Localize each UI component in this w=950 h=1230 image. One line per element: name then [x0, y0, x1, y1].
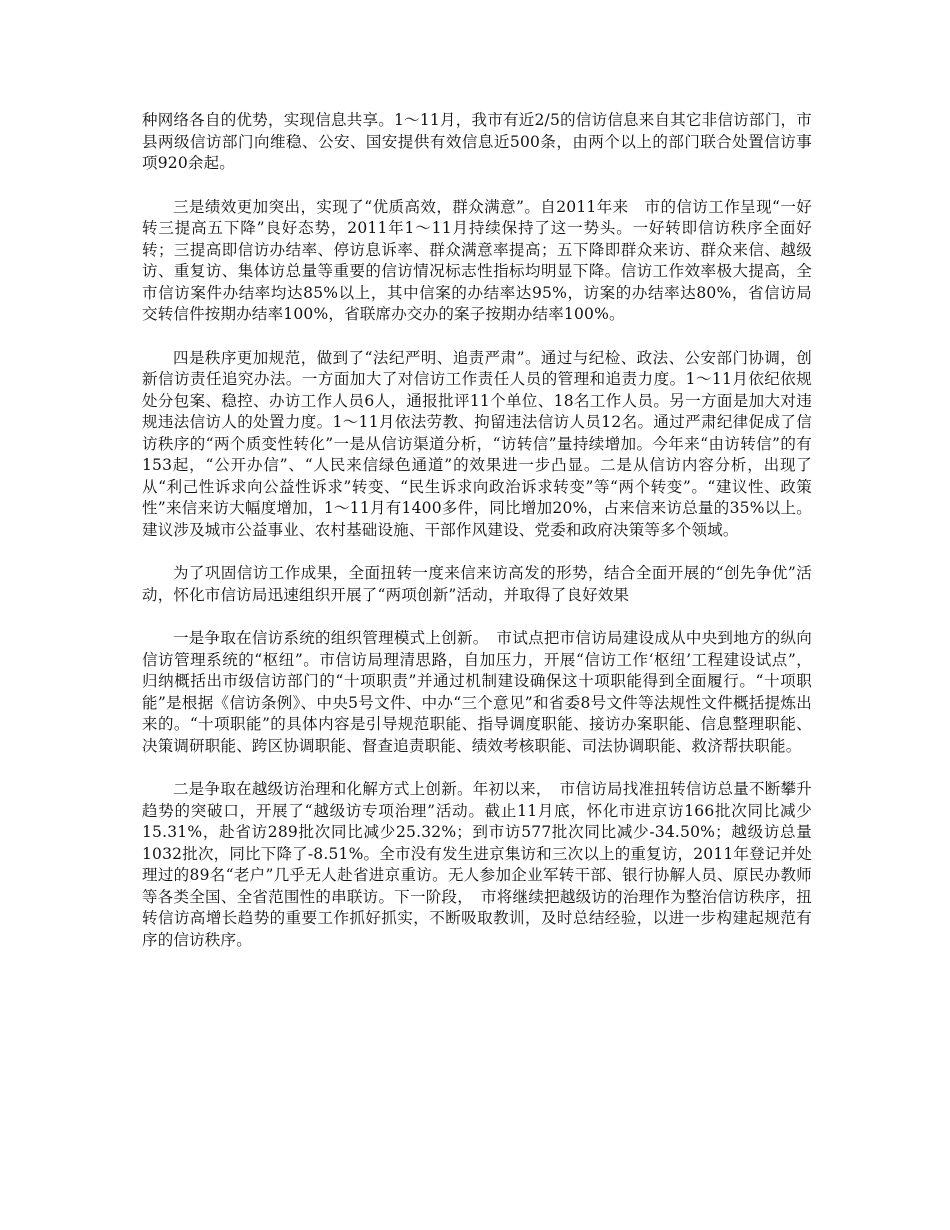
paragraph-continuation: 种网络各自的优势，实现信息共享。1～11月，我市有近2/5的信访信息来自其它非信访部门，市县两级信访部门向维稳、公安、国安提供有效信息近500条，由两个以上的部门联合处置信访事项920余起。 — [142, 111, 812, 172]
paragraph-performance: 三是绩效更加突出，实现了“优质高效，群众满意”。自2011年来 市的信访工作呈现“一好转三提高五下降”良好态势，2011年1～11月持续保持了这一势头。一好转即信访秩序全面好转；三提高即信访办结率、停访息诉率、群众满意率提高；五下降即群众来访、群众来信、越级访、重复访、集体访总量等重要的信访情况标志性指标均明显下降。信访工作效率极大提高，全市信访案件办结率均达85%以上，其中信案的办结率达95%，访案的办结率达80%，省信访局交转信件按期办结率100%，省联席办交办的案子按期办结率100%。 — [142, 197, 812, 323]
paragraph-innovation-two: 二是争取在越级访治理和化解方式上创新。年初以来， 市信访局找准扭转信访总量不断攀升趋势的突破口，开展了“越级访专项治理”活动。截止11月底，怀化市进京访166批次同比减少15.31%，赴省访289批次同比减少25.32%；到市访577批次同比减少-34.50%；越级访总量1032批次，同比下降了-8.51%。全市没有发生进京集访和三次以上的重复访，2011年登记并处理过的89名“老户”几乎无人赴省进京重访。无人参加企业军转干部、银行协解人员、原民办教师等各类全国、全省范围性的串联访。下一阶段， 市将继续把越级访的治理作为整治信访秩序，扭转信访高增长趋势的重要工作抓好抓实，不断吸取教训，及时总结经验，以进一步构建起规范有序的信访秩序。 — [142, 780, 812, 949]
paragraph-order: 四是秩序更加规范，做到了“法纪严明、追责严肃”。通过与纪检、政法、公安部门协调，创新信访责任追究办法。一方面加大了对信访工作责任人员的管理和追责力度。1～11月依纪依规处分包案、稳控、办访工作人员6人，通报批评11个单位、18名工作人员。另一方面是加大对违规违法信访人的处置力度。1～11月依法劳教、拘留违法信访人员12名。通过严肃纪律促成了信访秩序的“两个质变性转化”一是从信访渠道分析，“访转信”量持续增加。今年来“由访转信”的有153起，“公开办信”、“人民来信绿色通道”的效果进一步凸显。二是从信访内容分析，出现了从“利己性诉求向公益性诉求”转变、“民生诉求向政治诉求转变”等“两个转变”。“建议性、政策性”来信来访大幅度增加，1～11月有1400多件，同比增加20%，占来信来访总量的35%以上。建议涉及城市公益事业、农村基础设施、干部作风建设、党委和政府决策等多个领域。 — [142, 348, 812, 539]
paragraph-intro-innovation: 为了巩固信访工作成果，全面扭转一度来信来访高发的形势，结合全面开展的“创先争优”活动，怀化市信访局迅速组织开展了“两项创新”活动，并取得了良好效果 — [142, 564, 812, 604]
document-body — [142, 110, 812, 973]
paragraph-innovation-one: 一是争取在信访系统的组织管理模式上创新。 市试点把市信访局建设成从中央到地方的纵向信访管理系统的“枢纽”。市信访局理清思路，自加压力，开展“信访工作‘枢纽’工程建设试点”，归纳概括出市级信访部门的“十项职责”并通过机制建设确保这十项职能得到全面履行。“十项职能”是根据《信访条例》、中央5号文件、中办“三个意见”和省委8号文件等法规性文件概括提炼出来的。“十项职能”的具体内容是引导规范职能、指导调度职能、接访办案职能、信息整理职能、决策调研职能、跨区协调职能、督查追责职能、绩效考核职能、司法协调职能、救济帮扶职能。 — [142, 629, 812, 755]
